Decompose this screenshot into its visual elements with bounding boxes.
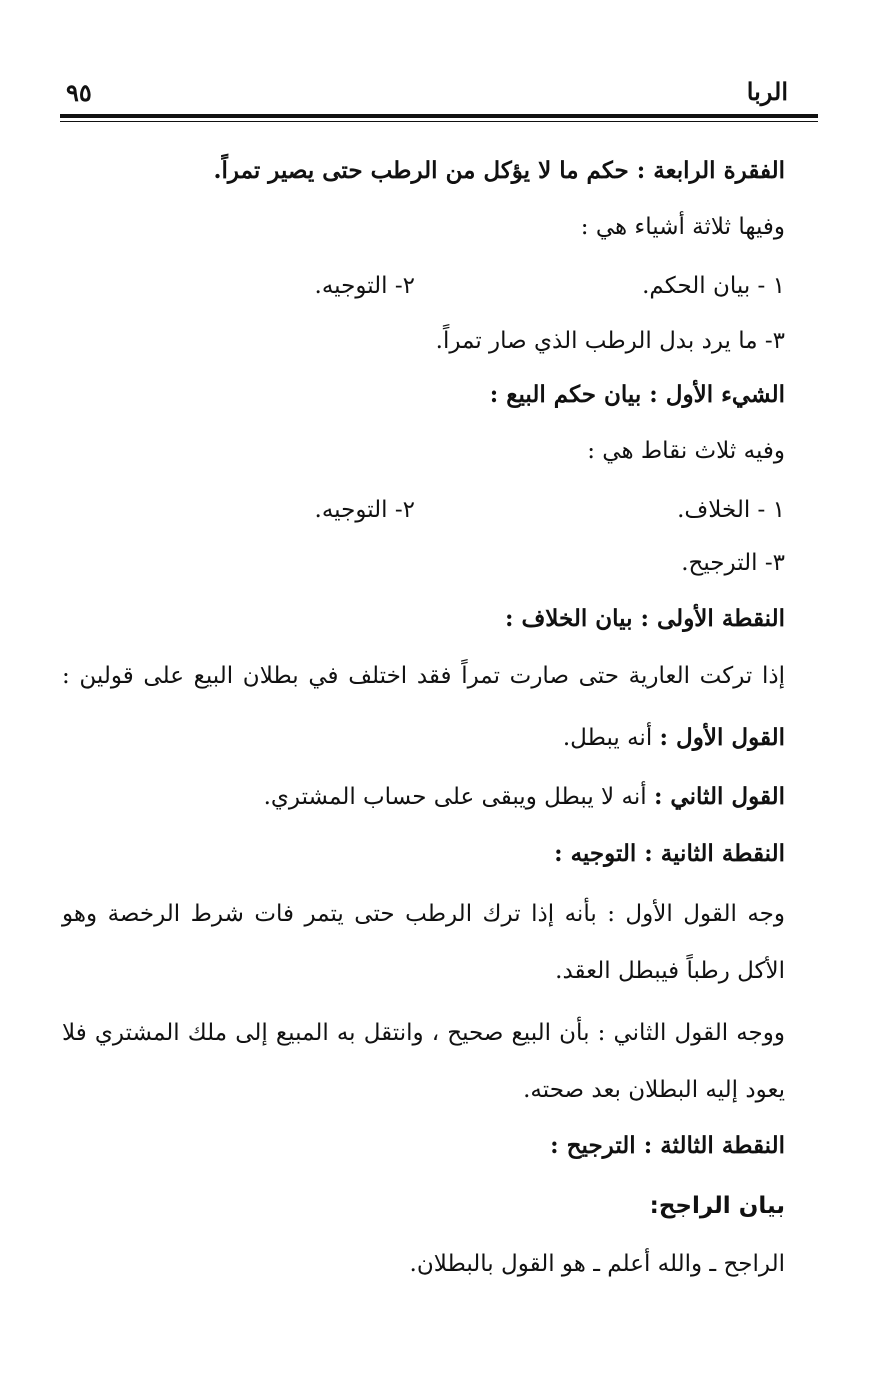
opinion1-text: أنه يبطل. — [562, 725, 653, 751]
opinion1-line — [563, 722, 785, 754]
header-rule-thin — [60, 121, 818, 122]
reason2-line-1: ووجه القول الثاني : بأن البيع صحيح ، وانتقل به المبيع إلى ملك المشتري فلا — [62, 1020, 785, 1046]
list2-item-3: ٣- الترجيح. — [681, 550, 785, 576]
point1-heading: النقطة الأولى : بيان الخلاف : — [504, 605, 785, 632]
point3-heading: النقطة الثالثة : الترجيح : — [550, 1132, 785, 1159]
list1-item-3: ٣- ما يرد بدل الرطب الذي صار تمراً. — [435, 328, 785, 354]
page-number: ٩٥ — [66, 78, 92, 107]
opinion1-label: القول الأول : — [659, 724, 785, 751]
reason2-line-2: يعود إليه البطلان بعد صحته. — [523, 1077, 785, 1103]
first-thing-heading: الشيء الأول : بيان حكم البيع : — [489, 381, 785, 408]
section-heading: الفقرة الرابعة : حكم ما لا يؤكل من الرطب حتى يصير تمراً. — [213, 157, 785, 184]
reason1-line-1: وجه القول الأول : بأنه إذا ترك الرطب حتى يتمر فات شرط الرخصة وهو — [62, 901, 785, 927]
list2-item-2: ٢- التوجيه. — [314, 497, 415, 523]
intro-paragraph-2: وفيه ثلاث نقاط هي : — [587, 438, 785, 464]
running-title: الربا — [746, 77, 788, 106]
list2-item-1: ١ - الخلاف. — [677, 497, 785, 523]
list1-item-1: ١ - بيان الحكم. — [642, 273, 785, 299]
point2-heading: النقطة الثانية : التوجيه : — [554, 840, 785, 867]
opinion2-label: القول الثاني : — [653, 783, 785, 810]
intro-paragraph-1: وفيها ثلاثة أشياء هي : — [580, 214, 785, 240]
point1-paragraph: إذا تركت العارية حتى صارت تمراً فقد اختلف في بطلان البيع على قولين : — [62, 663, 785, 689]
preferred-heading: بيان الراجح: — [649, 1193, 785, 1219]
opinion2-line — [264, 781, 785, 813]
opinion2-text: أنه لا يبطل ويبقى على حساب المشتري. — [263, 784, 647, 810]
preferred-text: الراجح ـ والله أعلم ـ هو القول بالبطلان. — [409, 1251, 785, 1277]
reason1-line-2: الأكل رطباً فيبطل العقد. — [555, 958, 785, 984]
header-rule-thick — [60, 114, 818, 118]
list1-item-2: ٢- التوجيه. — [314, 273, 415, 299]
